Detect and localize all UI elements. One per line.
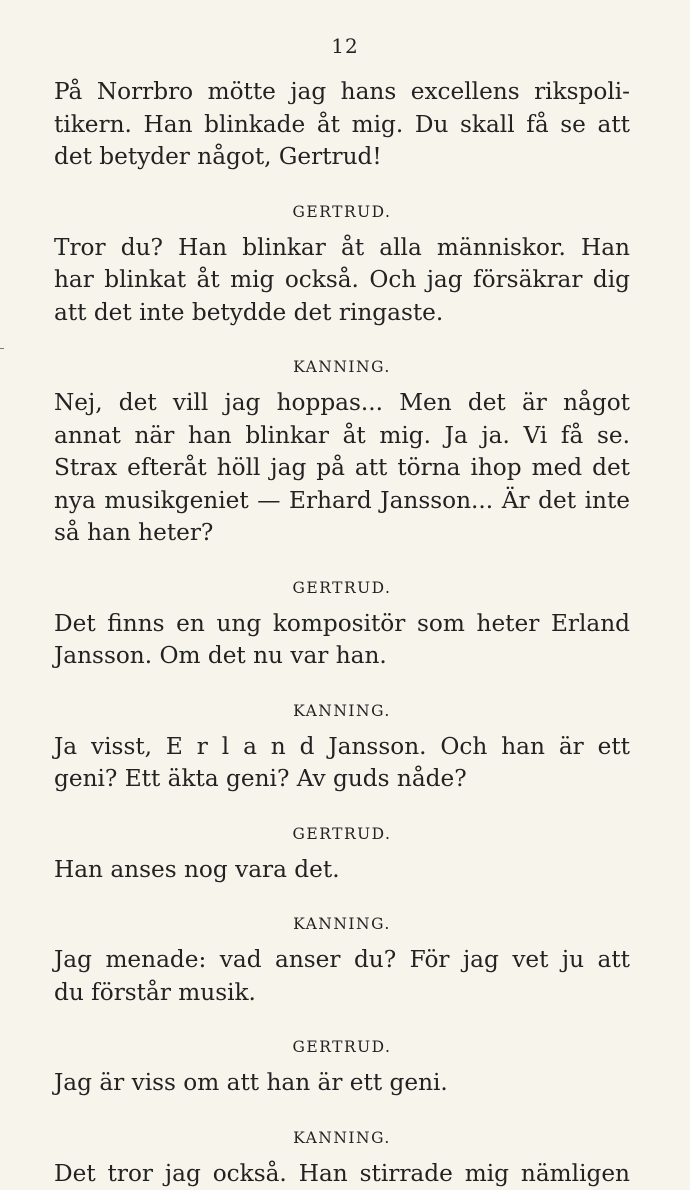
- text-line: Nej, det vill jag hoppas... Men det är något: [54, 387, 630, 420]
- dialogue-paragraph: [54, 1067, 630, 1100]
- speaker-name: KANNING.: [54, 1128, 630, 1148]
- speaker-name: KANNING.: [54, 701, 630, 721]
- spacer: [54, 329, 630, 357]
- text-line: att det inte betydde det ringaste.: [54, 297, 630, 330]
- speaker-name: KANNING.: [54, 357, 630, 377]
- spacer: [54, 721, 630, 731]
- dialogue-paragraph: [54, 232, 630, 330]
- text-line: så han heter?: [54, 517, 630, 550]
- speaker-name: GERTRUD.: [54, 202, 630, 222]
- spacer: [54, 1148, 630, 1158]
- spacer: [54, 1100, 630, 1128]
- spacer: [54, 1057, 630, 1067]
- spacer: [54, 222, 630, 232]
- spacer: [54, 598, 630, 608]
- spacer: [54, 174, 630, 202]
- text-line: Han anses nog vara det.: [54, 854, 630, 887]
- text-line: geni? Ett äkta geni? Av guds nåde?: [54, 763, 630, 796]
- page-number: 12: [0, 34, 690, 58]
- spacer: [54, 550, 630, 578]
- text-line: Jansson. Om det nu var han.: [54, 640, 630, 673]
- spacer: [54, 934, 630, 944]
- spacer: [54, 377, 630, 387]
- text-line: annat när han blinkar åt mig. Ja ja. Vi få se.: [54, 420, 630, 453]
- spacer: [54, 1009, 630, 1037]
- dialogue-paragraph: [54, 608, 630, 673]
- text-line: På Norrbro mötte jag hans excellens rikspoli-: [54, 76, 630, 109]
- text-line: har blinkat åt mig också. Och jag försäkrar dig: [54, 264, 630, 297]
- text-line: nya musikgeniet — Erhard Jansson... Är det inte: [54, 485, 630, 518]
- speaker-name: GERTRUD.: [54, 1037, 630, 1057]
- spacer: [54, 673, 630, 701]
- speaker-name: GERTRUD.: [54, 824, 630, 844]
- dialogue-paragraph: [54, 944, 630, 1009]
- text-line: Jag är viss om att han är ett geni.: [54, 1067, 630, 1100]
- spacer: [54, 886, 630, 914]
- text-line: Tror du? Han blinkar åt alla människor. Han: [54, 232, 630, 265]
- speaker-name: KANNING.: [54, 914, 630, 934]
- text-line: tikern. Han blinkade åt mig. Du skall få se att: [54, 109, 630, 142]
- dialogue-paragraph: [54, 731, 630, 796]
- text-line: Jag menade: vad anser du? För jag vet ju att: [54, 944, 630, 977]
- text-line: Det tror jag också. Han stirrade mig nämligen: [54, 1158, 630, 1190]
- dialogue-paragraph: [54, 387, 630, 550]
- dialogue-paragraph: [54, 76, 630, 174]
- spacer: [54, 844, 630, 854]
- dialogue-paragraph: [54, 1158, 630, 1190]
- margin-mark: [0, 348, 4, 349]
- text-line: det betyder något, Gertrud!: [54, 141, 630, 174]
- speaker-name: GERTRUD.: [54, 578, 630, 598]
- text-line: Strax efteråt höll jag på att törna ihop med det: [54, 452, 630, 485]
- text-line: Ja visst, E r l a n d Jansson. Och han är ett: [54, 731, 630, 764]
- dialogue-paragraph: [54, 854, 630, 887]
- text-line: du förstår musik.: [54, 977, 630, 1010]
- text-line: Det finns en ung kompositör som heter Erland: [54, 608, 630, 641]
- page-body: [54, 76, 630, 1190]
- spacer: [54, 796, 630, 824]
